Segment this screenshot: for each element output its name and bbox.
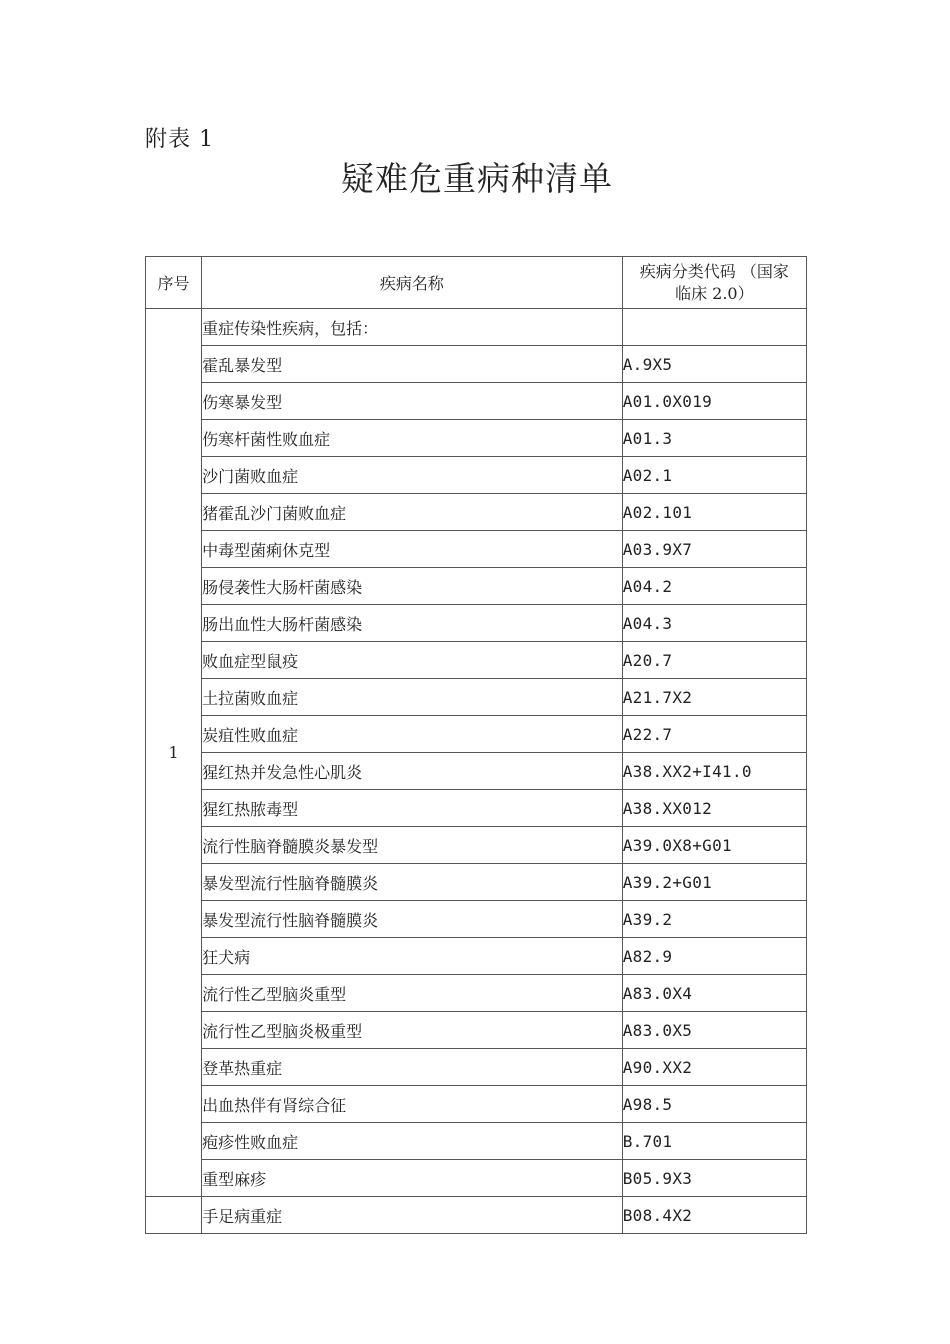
table-row bbox=[146, 605, 807, 642]
table-row bbox=[146, 383, 807, 420]
table-row bbox=[146, 531, 807, 568]
disease-name-cell: 肠侵袭性大肠杆菌感染 bbox=[202, 568, 623, 605]
disease-name-cell: 肠出血性大肠杆菌感染 bbox=[202, 605, 623, 642]
disease-name-cell: 中毒型菌痢休克型 bbox=[202, 531, 623, 568]
disease-name-cell: 土拉菌败血症 bbox=[202, 679, 623, 716]
disease-code-cell: A04.2 bbox=[622, 568, 806, 605]
table-row bbox=[146, 309, 807, 346]
header-code-line-1: 疾病分类代码 （国家 bbox=[639, 261, 789, 281]
table-row bbox=[146, 457, 807, 494]
table-row bbox=[146, 1049, 807, 1086]
table-row bbox=[146, 901, 807, 938]
disease-code-cell: A83.0X4 bbox=[622, 975, 806, 1012]
disease-code-cell: A39.0X8+G01 bbox=[622, 827, 806, 864]
disease-name-cell: 猩红热脓毒型 bbox=[202, 790, 623, 827]
table-row bbox=[146, 827, 807, 864]
disease-name-cell: 流行性乙型脑炎重型 bbox=[202, 975, 623, 1012]
table-row bbox=[146, 716, 807, 753]
disease-name-cell: 暴发型流行性脑脊髓膜炎 bbox=[202, 901, 623, 938]
disease-name-cell: 猪霍乱沙门菌败血症 bbox=[202, 494, 623, 531]
table-row bbox=[146, 420, 807, 457]
table-row bbox=[146, 1012, 807, 1049]
disease-code-cell: A01.3 bbox=[622, 420, 806, 457]
disease-code-cell: B.701 bbox=[622, 1123, 806, 1160]
disease-code-cell: A82.9 bbox=[622, 938, 806, 975]
disease-code-cell: A38.XX012 bbox=[622, 790, 806, 827]
header-code-line-2: 临床 2.0） bbox=[675, 283, 754, 303]
disease-name-cell: 霍乱暴发型 bbox=[202, 346, 623, 383]
table-row bbox=[146, 679, 807, 716]
disease-name-cell: 暴发型流行性脑脊髓膜炎 bbox=[202, 864, 623, 901]
table-row bbox=[146, 938, 807, 975]
disease-code-cell: A.9X5 bbox=[622, 346, 806, 383]
disease-name-cell: 手足病重症 bbox=[202, 1197, 623, 1234]
disease-table bbox=[145, 256, 807, 1234]
serial-number-cell: 1 bbox=[146, 309, 202, 1197]
disease-name-cell: 流行性脑脊髓膜炎暴发型 bbox=[202, 827, 623, 864]
table-row bbox=[146, 494, 807, 531]
table-body bbox=[146, 309, 807, 1234]
disease-code-cell: A90.XX2 bbox=[622, 1049, 806, 1086]
attachment-label: 附表 1 bbox=[145, 127, 214, 152]
disease-code-cell: B05.9X3 bbox=[622, 1160, 806, 1197]
table-row bbox=[146, 568, 807, 605]
header-serial-number: 序号 bbox=[146, 257, 202, 309]
disease-code-cell: A02.1 bbox=[622, 457, 806, 494]
disease-code-cell: A04.3 bbox=[622, 605, 806, 642]
disease-name-cell: 出血热伴有肾综合征 bbox=[202, 1086, 623, 1123]
table-row bbox=[146, 1123, 807, 1160]
table-row bbox=[146, 790, 807, 827]
disease-code-cell: A98.5 bbox=[622, 1086, 806, 1123]
table-row bbox=[146, 642, 807, 679]
disease-code-cell: A22.7 bbox=[622, 716, 806, 753]
disease-name-cell: 伤寒暴发型 bbox=[202, 383, 623, 420]
header-disease-name: 疾病名称 bbox=[202, 257, 623, 309]
serial-number-cell bbox=[146, 1197, 202, 1234]
table-header-row bbox=[146, 257, 807, 309]
disease-code-cell: A39.2 bbox=[622, 901, 806, 938]
disease-name-cell: 登革热重症 bbox=[202, 1049, 623, 1086]
disease-code-cell: A02.101 bbox=[622, 494, 806, 531]
disease-name-cell: 重型麻疹 bbox=[202, 1160, 623, 1197]
disease-code-cell: A39.2+G01 bbox=[622, 864, 806, 901]
document-title: 疑难危重病种清单 bbox=[341, 159, 613, 198]
table-row bbox=[146, 864, 807, 901]
table-row bbox=[146, 1086, 807, 1123]
disease-name-cell: 疱疹性败血症 bbox=[202, 1123, 623, 1160]
disease-name-cell: 猩红热并发急性心肌炎 bbox=[202, 753, 623, 790]
header-classification-code bbox=[622, 257, 806, 309]
disease-code-cell: A83.0X5 bbox=[622, 1012, 806, 1049]
disease-code-cell: A38.XX2+I41.0 bbox=[622, 753, 806, 790]
disease-name-cell: 炭疽性败血症 bbox=[202, 716, 623, 753]
disease-code-cell: A21.7X2 bbox=[622, 679, 806, 716]
disease-code-cell: A01.0X019 bbox=[622, 383, 806, 420]
disease-name-cell: 狂犬病 bbox=[202, 938, 623, 975]
disease-name-cell: 沙门菌败血症 bbox=[202, 457, 623, 494]
disease-code-cell bbox=[622, 309, 806, 346]
disease-name-cell: 败血症型鼠疫 bbox=[202, 642, 623, 679]
disease-name-cell: 伤寒杆菌性败血症 bbox=[202, 420, 623, 457]
table-row bbox=[146, 975, 807, 1012]
disease-code-cell: B08.4X2 bbox=[622, 1197, 806, 1234]
disease-name-cell: 重症传染性疾病，包括： bbox=[202, 309, 623, 346]
disease-code-cell: A03.9X7 bbox=[622, 531, 806, 568]
disease-code-cell: A20.7 bbox=[622, 642, 806, 679]
table-row bbox=[146, 1160, 807, 1197]
table-row bbox=[146, 753, 807, 790]
disease-name-cell: 流行性乙型脑炎极重型 bbox=[202, 1012, 623, 1049]
table-row-continued bbox=[146, 1197, 807, 1234]
table-row bbox=[146, 346, 807, 383]
